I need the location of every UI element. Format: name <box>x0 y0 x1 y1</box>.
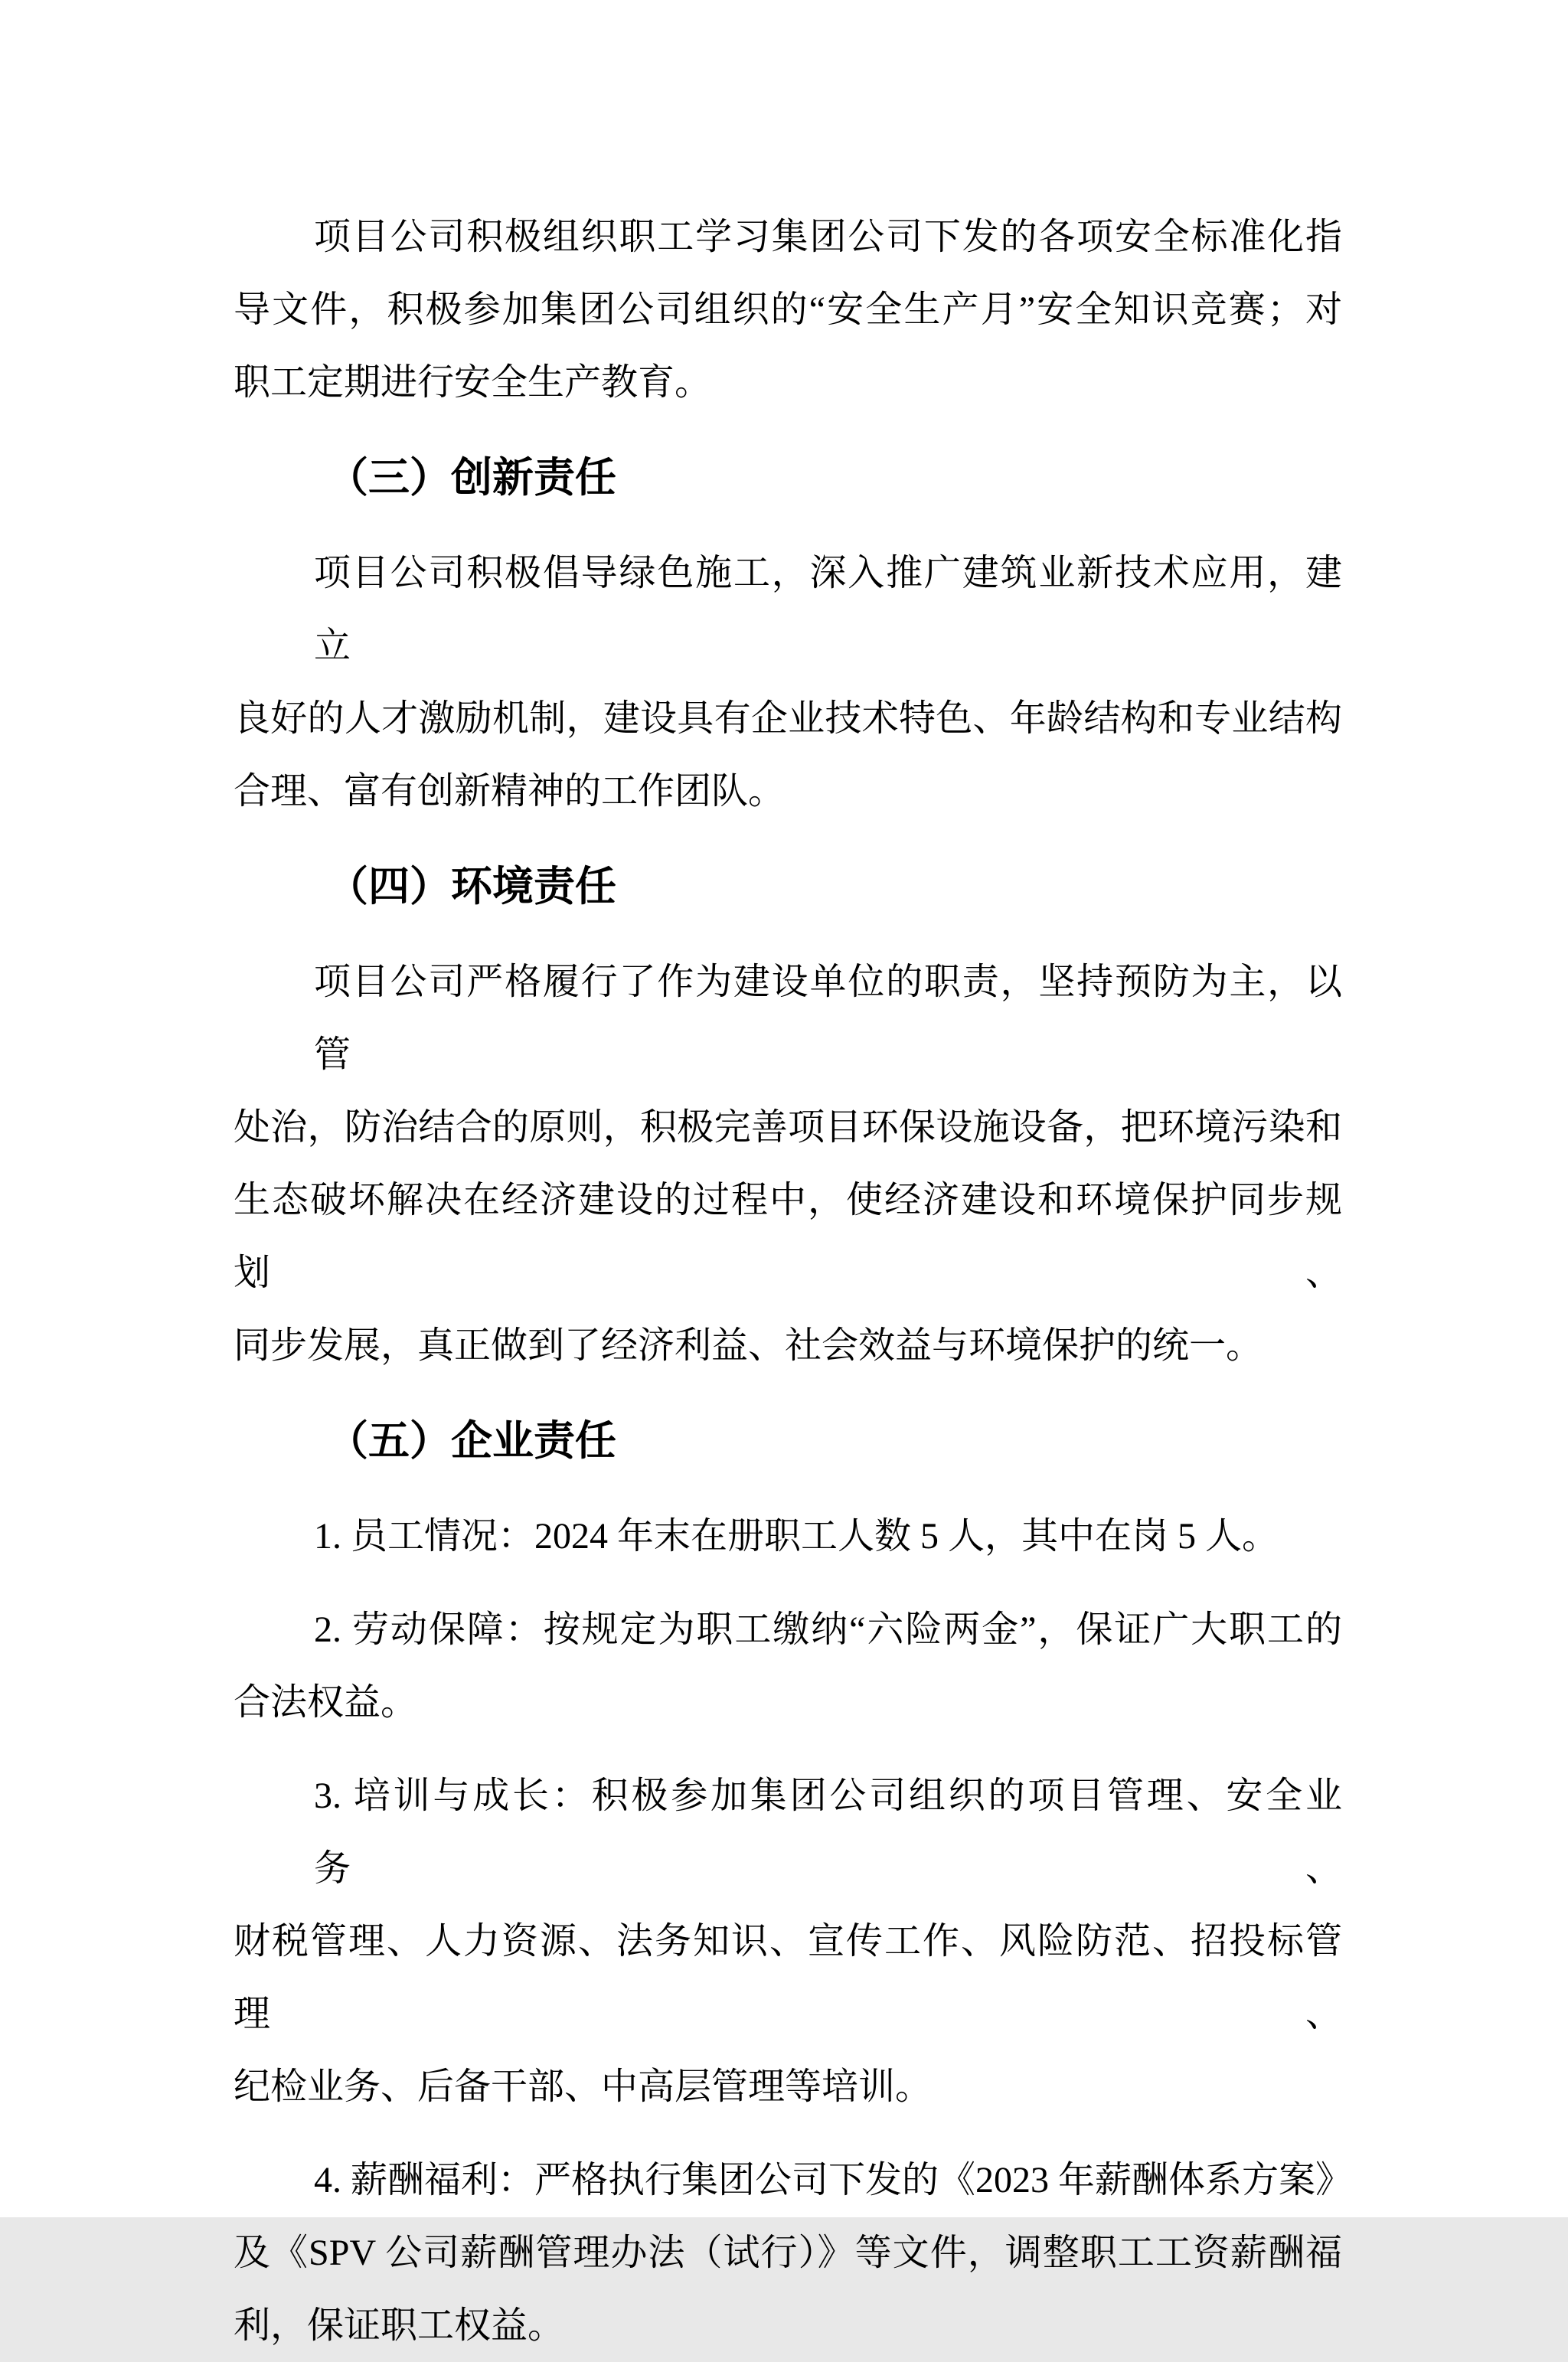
text-line: （三）创新责任 <box>327 455 616 501</box>
text-line: 1. 员工情况：2024 年末在册职工人数 5 人，其中在岗 5 人。 <box>314 1516 1279 1557</box>
section-heading <box>234 1403 1342 1479</box>
text-line: 良好的人才激励机制，建设具有企业技术特色、年龄结构和专业结构 <box>234 698 1342 739</box>
text-line: 生态破坏解决在经济建设的过程中，使经济建设和环境保护同步规划、 <box>234 1180 1342 1293</box>
text-line: 2. 劳动保障：按规定为职工缴纳“六险两金”，保证广大职工的 <box>314 1609 1342 1650</box>
body-paragraph <box>234 1500 1342 1573</box>
body-paragraph <box>234 946 1342 1382</box>
section-heading <box>234 439 1342 516</box>
text-line: 项目公司严格履行了作为建设单位的职责，坚持预防为主，以管 <box>314 962 1342 1075</box>
text-line: （五）企业责任 <box>327 1418 616 1464</box>
text-line: 导文件，积极参加集团公司组织的“安全生产月”安全知识竞赛；对 <box>234 289 1342 330</box>
text-line: 合法权益。 <box>234 1682 418 1723</box>
text-line: 项目公司积极组织职工学习集团公司下发的各项安全标准化指 <box>314 217 1342 257</box>
document-content <box>234 201 1353 2362</box>
text-line: 项目公司积极倡导绿色施工，深入推广建筑业新技术应用，建立 <box>314 553 1342 666</box>
body-paragraph <box>234 537 1342 828</box>
text-line: 3. 培训与成长：积极参加集团公司组织的项目管理、安全业务、 <box>314 1776 1342 1889</box>
text-line: 财税管理、人力资源、法务知识、宣传工作、风险防范、招投标管理、 <box>234 1921 1342 2034</box>
text-line: 4. 薪酬福利：严格执行集团公司下发的《2023 年薪酬体系方案》 <box>314 2160 1353 2200</box>
text-line: 合理、富有创新精神的工作团队。 <box>234 771 786 812</box>
body-paragraph <box>234 2144 1353 2362</box>
text-line: 职工定期进行安全生产教育。 <box>234 362 712 403</box>
body-paragraph <box>234 1593 1342 1739</box>
body-paragraph <box>234 201 1342 419</box>
text-line: （四）环境责任 <box>327 864 616 910</box>
text-line: 同步发展，真正做到了经济利益、社会效益与环境保护的统一。 <box>234 1325 1263 1366</box>
text-line: 利，保证职工权益。 <box>234 2305 565 2346</box>
text-line: 及《SPV 公司薪酬管理办法（试行）》等文件，调整职工工资薪酬福 <box>234 2233 1342 2273</box>
text-line: 纪检业务、后备干部、中高层管理等培训。 <box>234 2066 933 2107</box>
section-heading <box>234 848 1342 925</box>
body-paragraph <box>234 1759 1342 2123</box>
text-line: 处治，防治结合的原则，积极完善项目环保设施设备，把环境污染和 <box>234 1107 1342 1148</box>
